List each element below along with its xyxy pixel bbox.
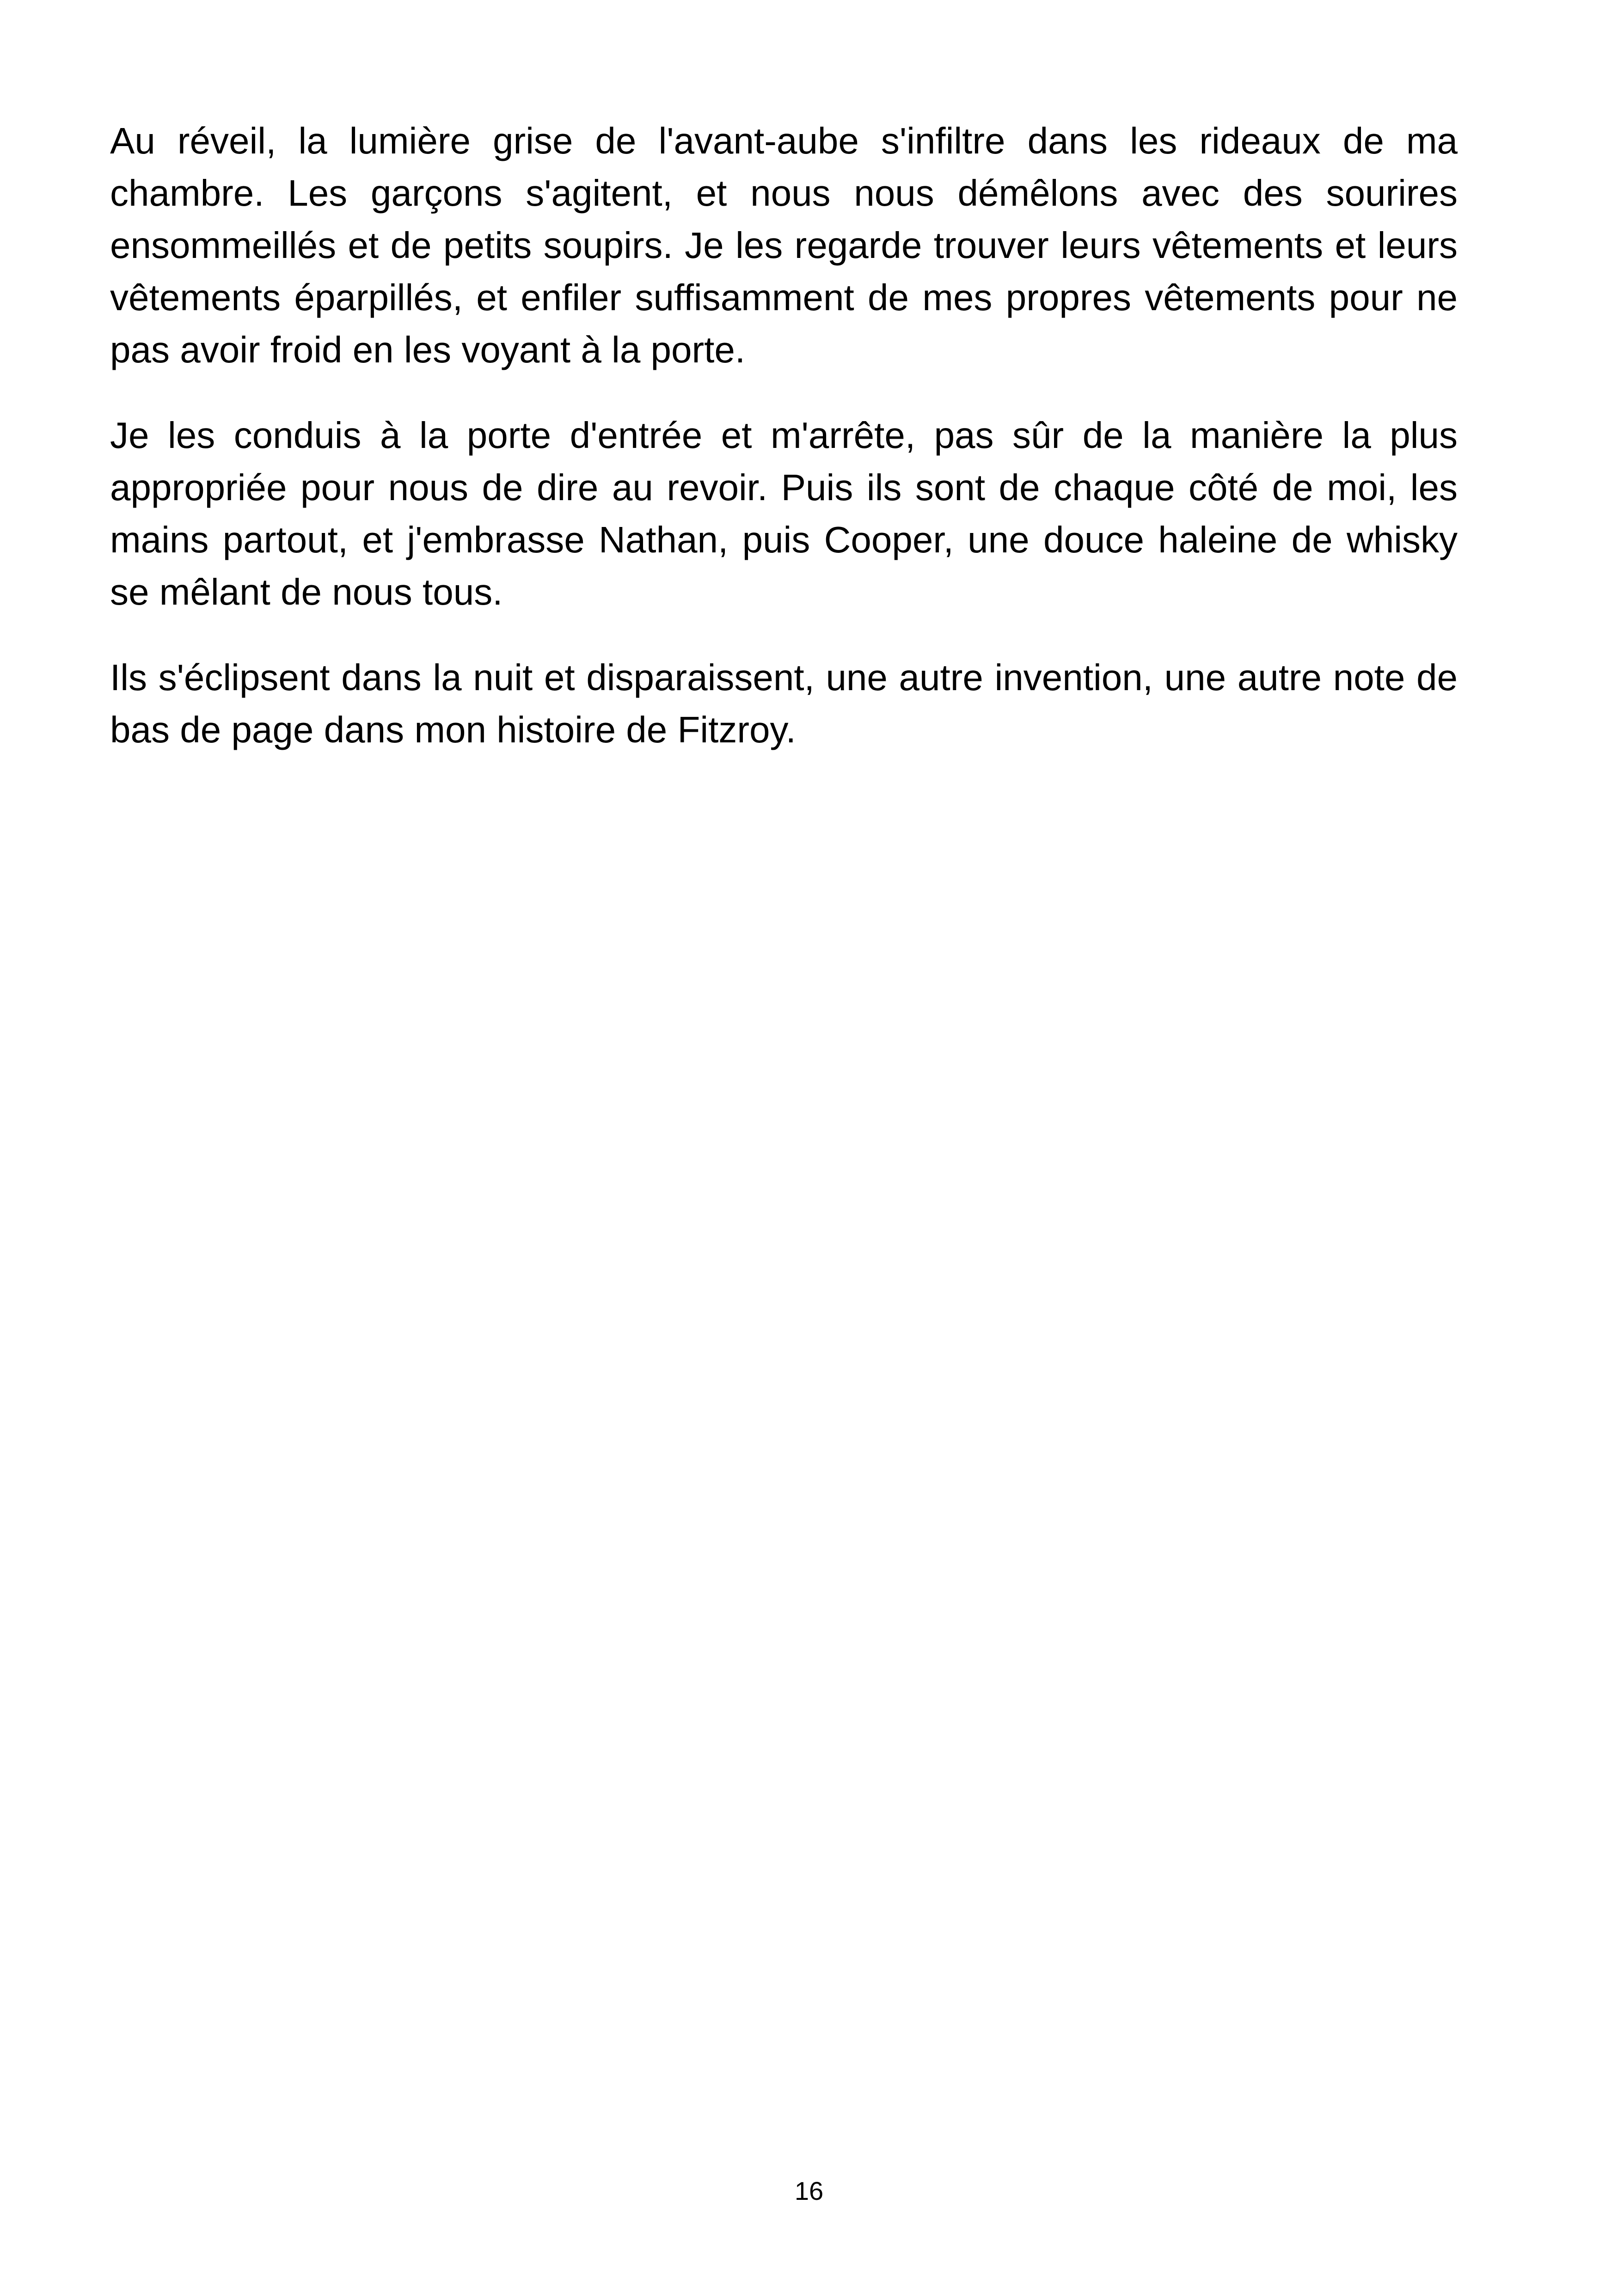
- page-number: 16: [794, 2176, 824, 2205]
- paragraph: Au réveil, la lumière grise de l'avant-aube s'infiltre dans les rideaux de ma chambre. Les garçons s'agitent, et nous nous démêlons avec des sourires ensommeillés et de petits soupirs. Je les regarde trouver leurs vêtements et leurs vêtements éparpillés, et enfiler suffisamment de mes propres vêtements pour ne pas avoir froid en les voyant à la porte.: [110, 120, 1458, 370]
- paragraph: Je les conduis à la porte d'entrée et m'arrête, pas sûr de la manière la plus appropriée pour nous de dire au revoir. Puis ils sont de chaque côté de moi, les mains partout, et j'embrasse Nathan, puis Cooper, une douce haleine de whisky se mêlant de nous tous.: [110, 415, 1458, 612]
- paragraph: Ils s'éclipsent dans la nuit et disparaissent, une autre invention, une autre note de bas de page dans mon histoire de Fitzroy.: [110, 657, 1458, 750]
- body-text: [110, 115, 1458, 756]
